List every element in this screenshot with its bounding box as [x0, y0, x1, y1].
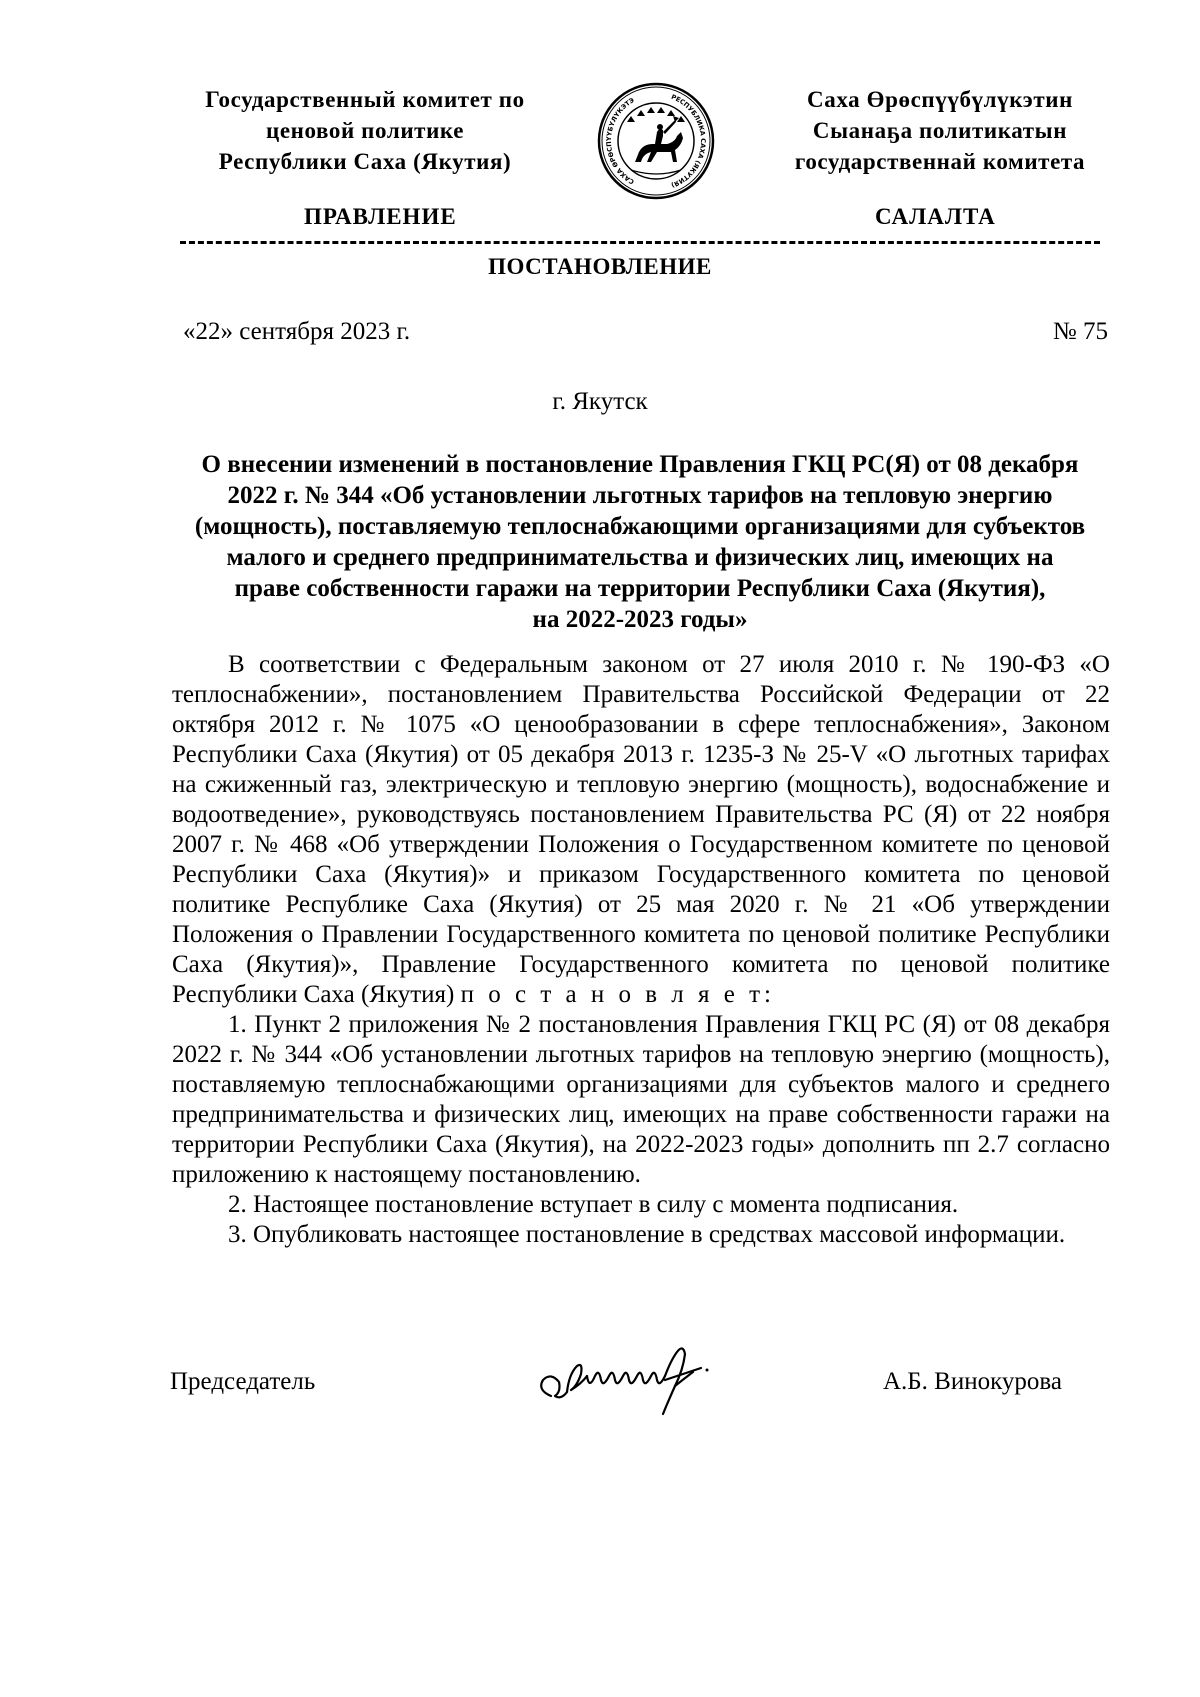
- document-date: «22» сентября 2023 г.: [183, 318, 411, 345]
- header-divider: [180, 241, 1100, 244]
- document-title: [170, 449, 1110, 635]
- decree-word: п о с т а н о в л я е т:: [460, 981, 775, 1008]
- decree-item: 1. Пункт 2 приложения № 2 постановления Правления ГКЦ РС (Я) от 08 декабря 2022 г. № 344 «Об установлении льготных тарифов на тепловую энергию (мощность), поставляемую теплоснабжающими организациями для субъектов малого и среднего предпринимательства и физических лиц, имеющих на праве собственности гаражи на территории Республики Саха (Якутия), на 2022-2023 годы» дополнить пп 2.7 согласно приложению к настоящему постановлению.: [172, 1011, 1110, 1188]
- decree-item: 3. Опубликовать настоящее постановление в средствах массовой информации.: [228, 1221, 1066, 1248]
- committee-name-ru-line: ценовой политике: [265, 118, 465, 143]
- title-line: (мощность), поставляемую теплоснабжающими организациями для субъектов: [194, 513, 1086, 540]
- document-city: г. Якутск: [552, 388, 648, 415]
- title-line: 2022 г. № 344 «Об установлении льготных тарифов на тепловую энергию: [227, 482, 1053, 509]
- committee-name-ru-line: Государственный комитет по: [205, 87, 525, 112]
- svg-text:САХА ӨРӨСПҮҮБҮЛҮКЭТЭ: САХА ӨРӨСПҮҮБҮЛҮКЭТЭ: [604, 96, 636, 186]
- committee-name-ru-line: Республики Саха (Якутия): [218, 149, 512, 174]
- board-label-ru: ПРАВЛЕНИЕ: [304, 204, 457, 229]
- committee-name-sakha-line: государственнай комитета: [794, 149, 1086, 174]
- preamble-text: В соответствии с Федеральным законом от 27 июля 2010 г. № 190-ФЗ «О теплоснабжении», постановлением Правительства Российской Федерации от 22 октября 2012 г. № 1075 «О ценообразовании в сфере теплоснабжения», Законом Республики Саха (Якутия) от 05 декабря 2013 г. 1235-З № 25-V «О льготных тарифах на сжиженный газ, электрическую и тепловую энергию (мощность), водоснабжение и водоотведение», руководствуясь постановлением Правительства РС (Я) от 22 ноября 2007 г. № 468 «Об утверждении Положения о Государственном комитете по ценовой Республики Саха (Якутия)» и приказом Государственного комитета по ценовой политике Республике Саха (Якутия) от 25 мая 2020 г. № 21 «Об утверждении Положения о Правлении Государственного комитета по ценовой политике Республики Саха (Якутия)», Правление Государственного комитета по ценовой политике Республики Саха (Якутия): [172, 651, 1110, 1008]
- document-type: ПОСТАНОВЛЕНИЕ: [488, 254, 712, 279]
- committee-name-sakha: [740, 84, 1140, 177]
- coat-of-arms-seal-icon: [597, 82, 715, 200]
- title-line: О внесении изменений в постановление Правления ГКЦ РС(Я) от 08 декабря: [201, 451, 1079, 478]
- preamble-paragraph: [172, 650, 1110, 1010]
- board-label-sakha: САЛАЛТА: [875, 204, 996, 229]
- committee-name-ru: [165, 84, 565, 177]
- signer-name: А.Б. Винокурова: [883, 1368, 1062, 1395]
- signer-title: Председатель: [170, 1368, 316, 1395]
- title-line: праве собственности гаражи на территории Республики Саха (Якутия),: [234, 575, 1046, 602]
- svg-text:РЕСПУБЛИКА САХА (ЯКУТИЯ): РЕСПУБЛИКА САХА (ЯКУТИЯ): [669, 92, 708, 190]
- handwritten-signature-icon: [525, 1330, 755, 1420]
- decree-item: 2. Настоящее постановление вступает в силу с момента подписания.: [228, 1191, 959, 1218]
- committee-name-sakha-line: Саха Өрөспүүбүлүкэтин: [807, 87, 1073, 112]
- document-number: № 75: [1052, 318, 1108, 345]
- committee-name-sakha-line: Сыанаҕа политикатын: [812, 118, 1068, 143]
- title-line: малого и среднего предпринимательства и физических лиц, имеющих на: [226, 544, 1054, 571]
- title-line: на 2022-2023 годы»: [532, 606, 748, 633]
- document-body: [172, 650, 1110, 1250]
